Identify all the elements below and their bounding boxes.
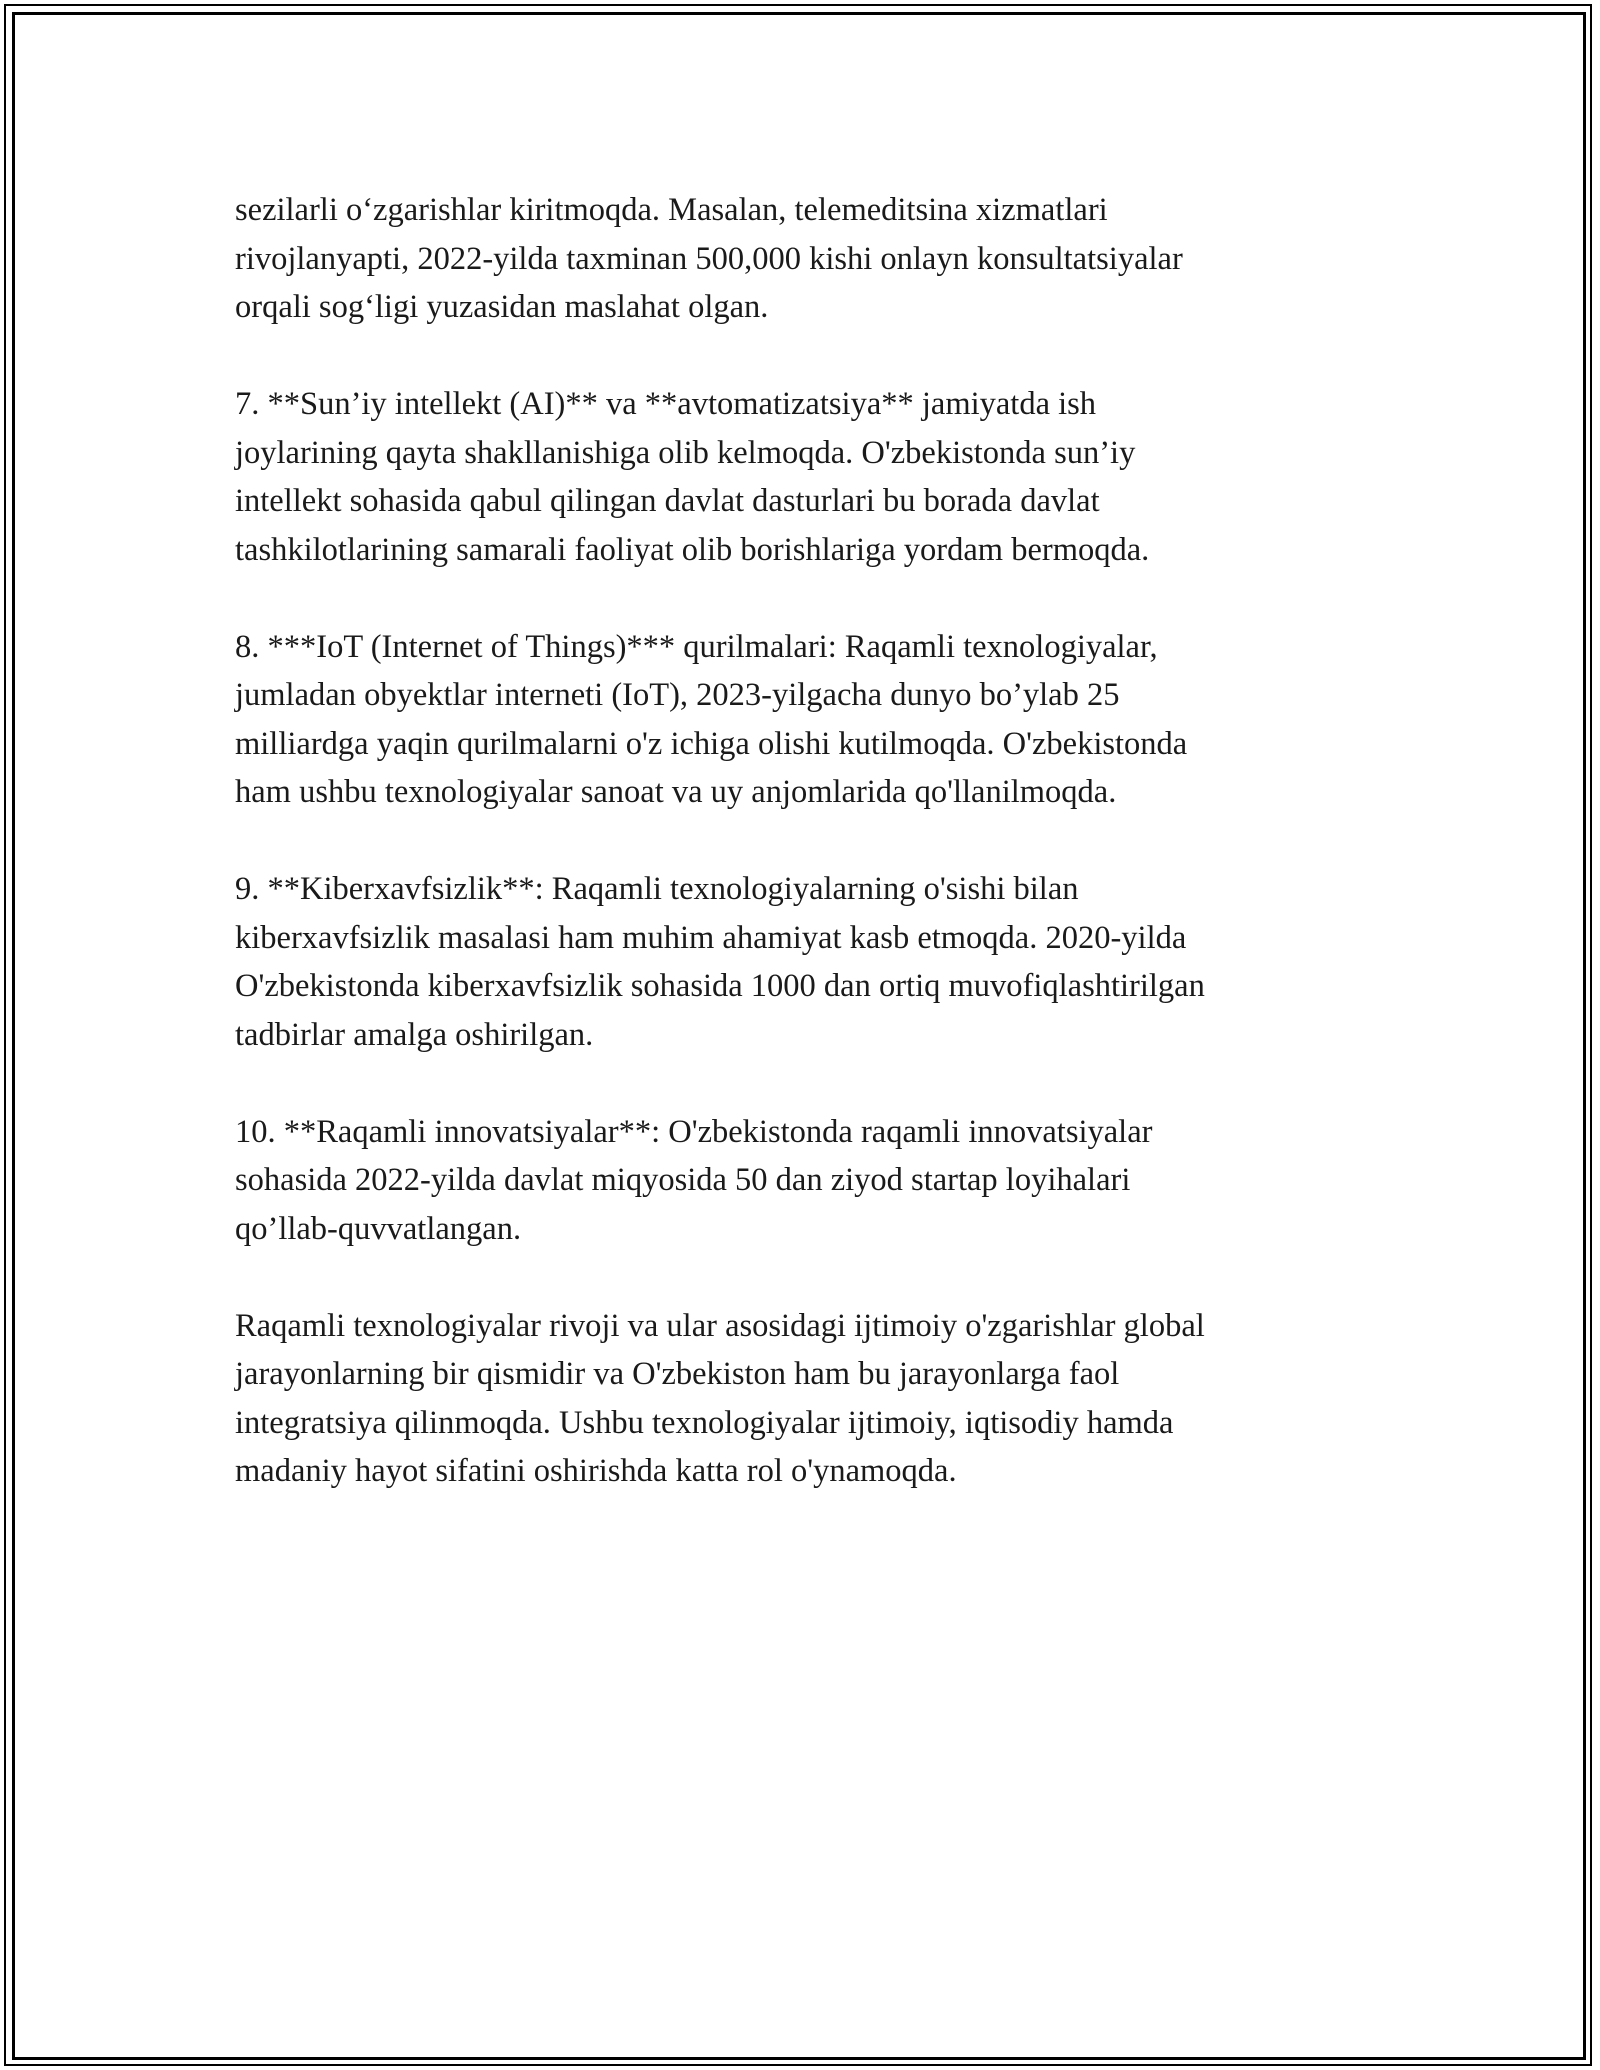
- paragraph-iot: 8. ***IoT (Internet of Things)*** qurilmalari: Raqamli texnologiyalar, jumladan obyektlar interneti (IoT), 2023-yilgacha dunyo bo’ylab 25 milliardga yaqin qurilmalarni o'z ichiga olishi kutilmoqda. O'zbekistonda ham ushbu texnologiyalar sanoat va uy anjomlarida qo'llanilmoqda.: [235, 628, 1188, 810]
- document-body: [235, 186, 1365, 1544]
- paragraph-telemedicine: sezilarli o‘zgarishlar kiritmoqda. Masalan, telemeditsina xizmatlari rivojlanyapti, 2022-yilda taxminan 500,000 kishi onlayn konsultatsiyalar orqali sog‘ligi yuzasidan maslahat olgan.: [235, 192, 1183, 325]
- paragraph-conclusion: Raqamli texnologiyalar rivoji va ular asosidagi ijtimoiy o'zgarishlar global jarayonlarning bir qismidir va O'zbekiston ham bu jarayonlarga faol integratsiya qilinmoqda. Ushbu texnologiyalar ijtimoiy, iqtisodiy hamda madaniy hayot sifatini oshirishda katta rol o'ynamoqda.: [235, 1307, 1205, 1489]
- paragraph-ai-automation: 7. **Sun’iy intellekt (AI)** va **avtomatizatsiya** jamiyatda ish joylarining qayta shakllanishiga olib kelmoqda. O'zbekistonda sun’iy intellekt sohasida qabul qilingan davlat dasturlari bu borada davlat tashkilotlarining samarali faoliyat olib borishlariga yordam bermoqda.: [235, 386, 1150, 568]
- paragraph-cybersecurity: 9. **Kiberxavfsizlik**: Raqamli texnologiyalarning o'sishi bilan kiberxavfsizlik masalasi ham muhim ahamiyat kasb etmoqda. 2020-yilda O'zbekistonda kiberxavfsizlik sohasida 1000 dan ortiq muvofiqlashtirilgan tadbirlar amalga oshirilgan.: [235, 871, 1205, 1053]
- paragraph-digital-innovations: 10. **Raqamli innovatsiyalar**: O'zbekistonda raqamli innovatsiyalar sohasida 2022-yilda davlat miqyosida 50 dan ziyod startap loyihalari qo’llab-quvvatlangan.: [235, 1113, 1153, 1247]
